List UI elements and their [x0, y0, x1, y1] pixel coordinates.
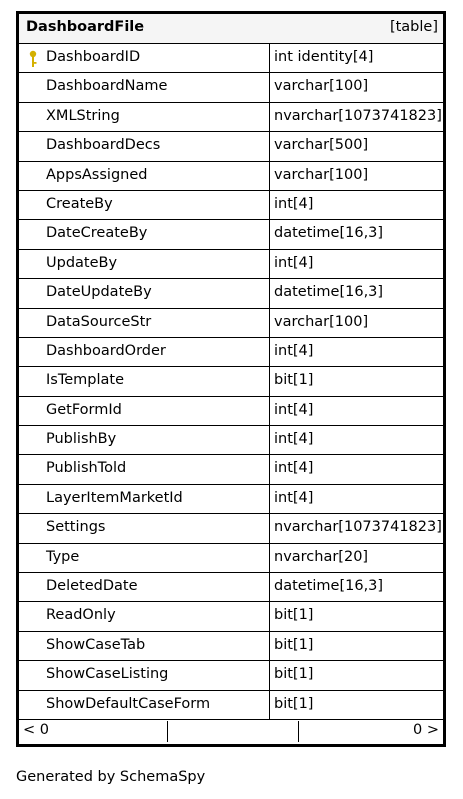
- column-type: datetime[16,3]: [274, 225, 384, 242]
- column-name[interactable]: [19, 191, 270, 219]
- column-row: [19, 367, 443, 396]
- column-name-text: ReadOnly: [46, 607, 116, 624]
- column-row: [19, 73, 443, 102]
- column-name[interactable]: [19, 632, 270, 660]
- column-name-text: DateUpdateBy: [46, 284, 152, 301]
- column-row: [19, 103, 443, 132]
- column-name-text: GetFormId: [46, 401, 122, 418]
- column-type: varchar[100]: [274, 78, 369, 95]
- column-name-text: DataSourceStr: [46, 313, 152, 330]
- column-name-text: UpdateBy: [46, 254, 118, 271]
- column-type: bit[1]: [274, 607, 314, 624]
- column-type: datetime[16,3]: [274, 578, 384, 595]
- column-name[interactable]: [19, 162, 270, 190]
- column-name[interactable]: [19, 544, 270, 572]
- column-type: bit[1]: [274, 666, 314, 683]
- column-name[interactable]: [19, 691, 270, 719]
- table-header: [19, 14, 443, 44]
- column-type: varchar[100]: [274, 166, 369, 183]
- column-type: int[4]: [274, 342, 314, 359]
- column-row: [19, 397, 443, 426]
- column-name-text: DashboardDecs: [46, 137, 161, 154]
- column-type: int[4]: [274, 254, 314, 271]
- table-kind: [table]: [389, 19, 438, 35]
- column-row: [19, 573, 443, 602]
- column-row: [19, 44, 443, 73]
- column-name-text: Settings: [46, 519, 106, 536]
- column-name-text: DashboardID: [46, 49, 141, 65]
- column-name-text: DateCreateBy: [46, 225, 148, 242]
- table-box: [16, 11, 446, 747]
- column-row: [19, 544, 443, 573]
- column-type: nvarchar[1073741823]: [274, 107, 442, 124]
- column-type: int[4]: [274, 401, 314, 418]
- column-type: nvarchar[20]: [274, 548, 369, 565]
- column-type: varchar[100]: [274, 313, 369, 330]
- column-name[interactable]: [19, 44, 270, 72]
- column-row: [19, 338, 443, 367]
- table-name[interactable]: DashboardFile: [26, 19, 145, 35]
- column-name[interactable]: [19, 426, 270, 454]
- column-name[interactable]: [19, 455, 270, 483]
- column-row: [19, 162, 443, 191]
- column-name[interactable]: [19, 514, 270, 542]
- column-name-text: XMLString: [46, 107, 120, 124]
- column-row: [19, 250, 443, 279]
- column-row: [19, 691, 443, 720]
- primary-key-icon: [28, 50, 38, 68]
- column-name[interactable]: [19, 602, 270, 630]
- column-name-text: ShowCaseTab: [46, 636, 146, 653]
- column-type: bit[1]: [274, 372, 314, 389]
- generated-by-footer: Generated by SchemaSpy: [16, 769, 206, 785]
- column-row: [19, 455, 443, 484]
- column-type: datetime[16,3]: [274, 284, 384, 301]
- column-type: int identity[4]: [274, 49, 374, 65]
- column-name[interactable]: [19, 573, 270, 601]
- column-name-text: PublishBy: [46, 431, 117, 448]
- column-name[interactable]: [19, 309, 270, 337]
- children-count[interactable]: 0 >: [413, 721, 439, 738]
- column-name-text: LayerItemMarketId: [46, 489, 183, 506]
- column-name[interactable]: [19, 250, 270, 278]
- table-footer: [19, 720, 443, 744]
- column-type: bit[1]: [274, 636, 314, 653]
- column-name-text: ShowCaseListing: [46, 666, 169, 683]
- column-name-text: CreateBy: [46, 195, 113, 212]
- column-name[interactable]: [19, 73, 270, 101]
- column-name[interactable]: [19, 367, 270, 395]
- column-name[interactable]: [19, 338, 270, 366]
- column-name-text: DeletedDate: [46, 578, 138, 595]
- column-row: [19, 309, 443, 338]
- column-row: [19, 426, 443, 455]
- column-row: [19, 220, 443, 249]
- column-row: [19, 602, 443, 631]
- column-name[interactable]: [19, 132, 270, 160]
- column-name-text: Type: [46, 548, 80, 565]
- column-list: [19, 44, 443, 720]
- footer-divider: [298, 721, 299, 742]
- column-name[interactable]: [19, 103, 270, 131]
- column-name[interactable]: [19, 220, 270, 248]
- column-name-text: DashboardName: [46, 78, 168, 95]
- column-name[interactable]: [19, 279, 270, 307]
- column-name-text: AppsAssigned: [46, 166, 148, 183]
- column-row: [19, 661, 443, 690]
- column-name-text: IsTemplate: [46, 372, 124, 389]
- column-row: [19, 279, 443, 308]
- column-row: [19, 191, 443, 220]
- column-name-text: ShowDefaultCaseForm: [46, 695, 211, 712]
- column-name-text: DashboardOrder: [46, 342, 166, 359]
- column-row: [19, 132, 443, 161]
- column-name[interactable]: [19, 397, 270, 425]
- column-type: int[4]: [274, 431, 314, 448]
- column-type: varchar[500]: [274, 137, 369, 154]
- column-name[interactable]: [19, 485, 270, 513]
- column-type: int[4]: [274, 489, 314, 506]
- column-name-text: PublishTold: [46, 460, 127, 477]
- footer-divider: [167, 721, 168, 742]
- column-name[interactable]: [19, 661, 270, 689]
- column-type: bit[1]: [274, 695, 314, 712]
- column-row: [19, 514, 443, 543]
- column-row: [19, 632, 443, 661]
- parents-count[interactable]: < 0: [23, 721, 49, 738]
- column-type: int[4]: [274, 460, 314, 477]
- column-row: [19, 485, 443, 514]
- column-type: int[4]: [274, 195, 314, 212]
- column-type: nvarchar[1073741823]: [274, 519, 442, 536]
